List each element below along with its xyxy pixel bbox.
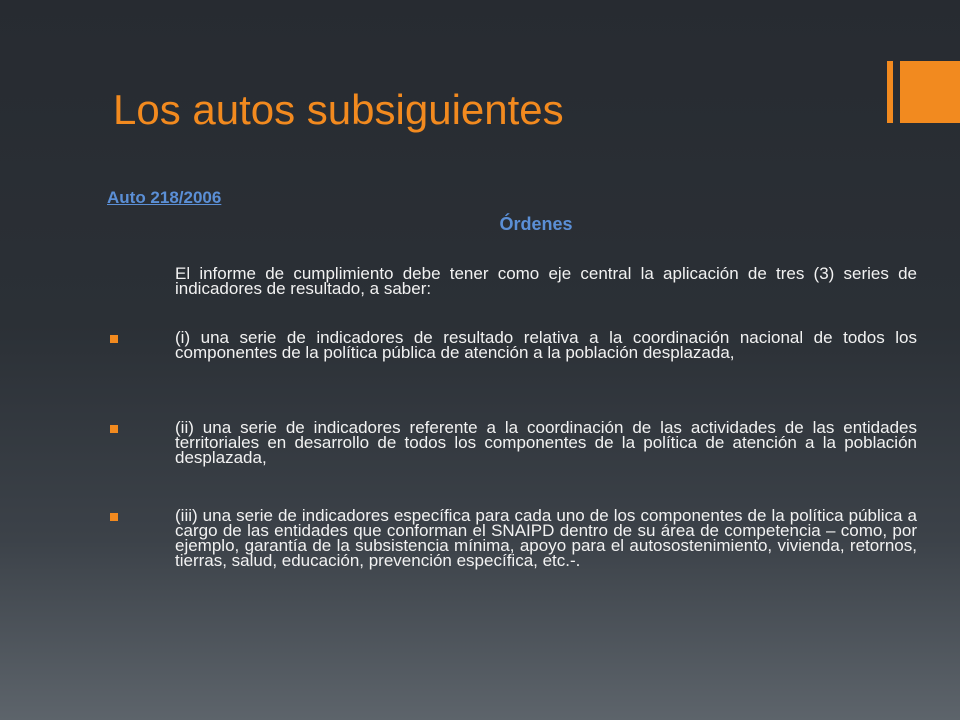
section-heading-ordenes: Órdenes [499, 214, 573, 234]
square-bullet-icon [110, 513, 118, 521]
accent-bar-thin [887, 61, 893, 123]
bullet-item-2: (ii) una serie de indicadores referente a la coordinación de las actividades de las entidades territoriales en desarrollo de todos los componentes de la política de atención a la población desplazada, [175, 418, 917, 467]
intro-paragraph: El informe de cumplimiento debe tener como eje central la aplicación de tres (3) series de indicadores de resultado, a saber: [175, 264, 917, 298]
bullet-item-3: (iii) una serie de indicadores específica para cada uno de los componentes de la política pública a cargo de las entidades que conforman el SNAIPD dentro de su área de competencia – como, por ejemplo, garantía de la subsistencia mínima, apoyo para el autosostenimiento, vivienda, retornos, tierras, salud, educación, prevención específica, etc.-. [175, 506, 917, 570]
bullet-item-1: (i) una serie de indicadores de resultado relativa a la coordinación nacional de todos los componentes de la política pública de atención a la población desplazada, [175, 328, 917, 362]
square-bullet-icon [110, 335, 118, 343]
square-bullet-icon [110, 425, 118, 433]
auto-218-2006-link[interactable]: Auto 218/2006 [107, 188, 222, 207]
accent-bar-thick [900, 61, 960, 123]
slide-title: Los autos subsiguientes [113, 86, 564, 133]
